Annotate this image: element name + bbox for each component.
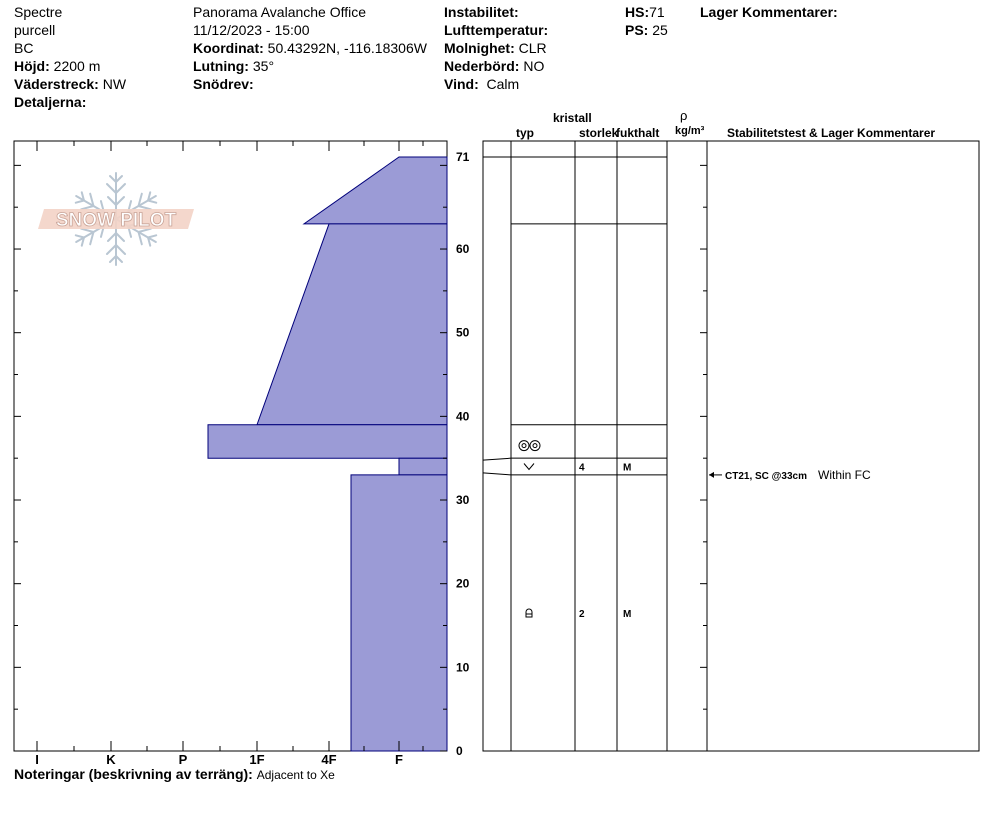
snowpilot-logo (38, 173, 194, 265)
hardness-tick-label: F (395, 752, 403, 767)
faceted-v-icon (524, 464, 534, 470)
header-density-unit: kg/m³ (675, 125, 705, 137)
height-tick-label: 60 (456, 242, 470, 257)
grain-circle-inner (533, 444, 537, 448)
test-label: CT21, SC @33cm (725, 470, 808, 482)
column-headers (516, 108, 935, 140)
height-tick-label: 40 (456, 409, 470, 424)
drift-label: Snödrev: (193, 76, 254, 92)
logo-text: SNOW PILOT (55, 210, 177, 231)
coord-value: 50.43292N, -116.18306W (267, 40, 427, 56)
grain-circle (530, 441, 540, 451)
hardness-tick-label: 1F (249, 752, 265, 767)
elevation-value: 2200 m (53, 58, 101, 74)
layer-71-63 (304, 157, 447, 224)
header-crystal: kristall (553, 111, 592, 125)
header-size: storlek (579, 126, 619, 140)
terrain-notes (14, 766, 335, 782)
layer-33-0 (351, 475, 447, 751)
grain-moisture: M (623, 462, 632, 474)
ps-label: PS: (625, 22, 649, 38)
sky-value: CLR (518, 40, 547, 56)
boundary-connector (483, 473, 511, 475)
melt-freeze-icon (526, 609, 532, 617)
air-temp-label: Lufttemperatur: (444, 22, 549, 38)
instability-label: Instabilitet: (444, 4, 519, 20)
layers-table-frame (483, 141, 979, 751)
test-arrow-head (709, 472, 714, 478)
hardness-tick-label: 4F (321, 752, 337, 767)
region-name: BC (14, 40, 34, 56)
grain-size: 2 (579, 608, 585, 620)
header-moisture: fukthalt (616, 126, 660, 140)
rounding-faceted-icon (519, 441, 540, 451)
header-type: typ (516, 126, 534, 140)
layer-35-33 (399, 458, 447, 475)
test-comment: Within FC (818, 467, 871, 482)
notes-label: Noteringar (beskrivning av terräng): (14, 766, 253, 782)
wind-label: Vind: (444, 76, 479, 92)
aspect-label: Väderstreck: (14, 76, 99, 92)
grain-moisture: M (623, 608, 632, 620)
height-tick-label: 50 (456, 325, 470, 340)
hardness-tick-label: P (178, 752, 188, 767)
layer-63-39 (257, 224, 447, 425)
grain-mf (526, 609, 532, 617)
precip-label: Nederbörd: (444, 58, 520, 74)
hs-value: 71 (649, 4, 665, 20)
aspect-value: NW (102, 76, 127, 92)
height-tick-label: 0 (456, 744, 463, 758)
slope-value: 35° (252, 58, 275, 74)
height-tick-label: 30 (456, 493, 470, 508)
height-tick-label: 20 (456, 576, 470, 591)
hs-label: HS: (625, 4, 650, 20)
wind-value: Calm (486, 76, 520, 92)
sky-label: Molnighet: (444, 40, 515, 56)
layer-comments-label: Lager Kommentarer: (700, 4, 838, 20)
hardness-layers (208, 157, 447, 751)
notes-value: Adjacent to Xe (256, 768, 335, 782)
layer-39-35 (208, 425, 447, 459)
grain-circle-inner (522, 444, 526, 448)
hardness-tick-label: K (106, 752, 116, 767)
coord-label: Koordinat: (193, 40, 264, 56)
grain-v (524, 464, 534, 470)
boundary-connector (483, 458, 511, 460)
hardness-tick-label: I (35, 752, 39, 767)
location-name: Panorama Avalanche Office (193, 4, 367, 20)
header-rho: ρ (680, 108, 688, 123)
date-time: 11/12/2023 - 15:00 (193, 22, 310, 38)
elevation-label: Höjd: (14, 58, 50, 74)
header-stability: Stabilitetstest & Lager Kommentarer (727, 126, 936, 140)
grain-circle (519, 441, 529, 451)
grain-size: 4 (579, 462, 585, 474)
height-tick-label: 71 (456, 150, 470, 164)
slope-label: Lutning: (193, 58, 249, 74)
height-tick-label: 10 (456, 660, 470, 675)
observer-name: Spectre (14, 4, 63, 20)
stability-tests (709, 468, 871, 482)
details-label: Detaljerna: (14, 94, 87, 110)
ps-value: 25 (652, 22, 668, 38)
precip-value: NO (523, 58, 545, 74)
range-name: purcell (14, 22, 56, 38)
